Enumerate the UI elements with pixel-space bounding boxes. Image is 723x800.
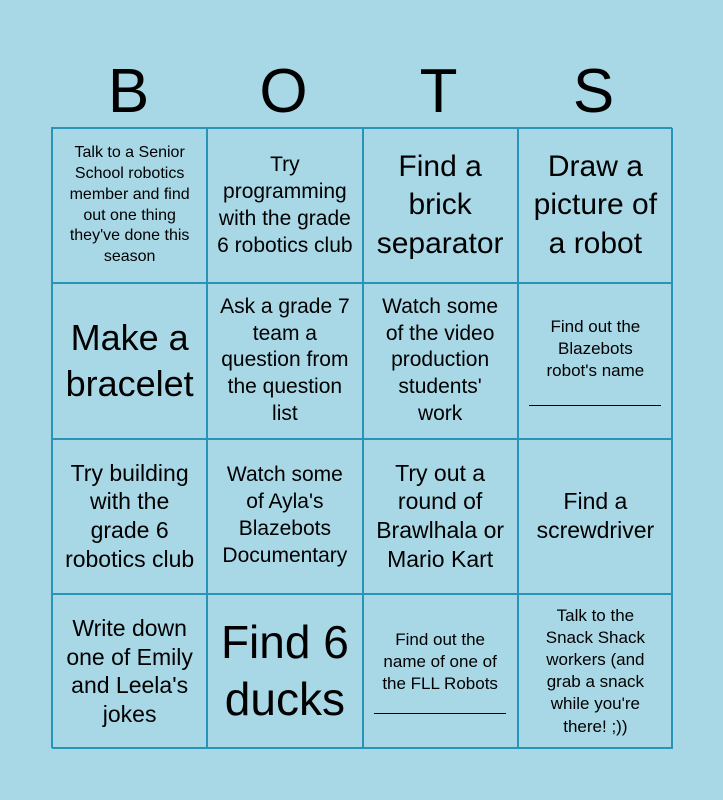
- cell-text: Talk to a Senior School robotics member and find out one thing they've done this season: [69, 144, 190, 266]
- header-letter-t: T: [419, 57, 458, 126]
- bingo-cell-4-2[interactable]: [207, 594, 362, 749]
- cell-text: Ask a grade 7 team a question from the question list: [220, 294, 350, 426]
- cell-text: Watch some of Ayla's Blazebots Documentary: [222, 463, 348, 567]
- cell-text: Find 6 ducks: [220, 615, 349, 726]
- bingo-cell-1-1[interactable]: [52, 128, 207, 283]
- bingo-cell-2-4[interactable]: [518, 283, 673, 438]
- bingo-cell-3-3[interactable]: [363, 439, 518, 594]
- header-letter-s: S: [572, 57, 615, 126]
- bingo-cell-2-2[interactable]: [207, 283, 362, 438]
- bingo-cell-3-2[interactable]: [207, 439, 362, 594]
- bingo-cell-2-1[interactable]: [52, 283, 207, 438]
- header-letter-o: O: [259, 57, 308, 126]
- cell-text: Try programming with the grade 6 robotics club: [217, 152, 353, 257]
- cell-text: Talk to the Snack Shack workers (and grab a snack while you're there! ;)): [545, 606, 645, 736]
- bingo-cell-3-1[interactable]: [52, 439, 207, 594]
- bingo-cell-1-4[interactable]: [518, 128, 673, 283]
- bingo-cell-4-1[interactable]: [52, 594, 207, 749]
- cell-text: Find out the Blazebots robot's name: [546, 317, 645, 381]
- bingo-cell-1-2[interactable]: [207, 128, 362, 283]
- bingo-header: [51, 58, 671, 126]
- cell-text: Find out the name of one of the FLL Robots: [382, 629, 498, 693]
- bingo-cell-3-4[interactable]: [518, 439, 673, 594]
- bingo-cell-4-4[interactable]: [518, 594, 673, 749]
- cell-text: Find a brick separator: [376, 150, 504, 260]
- cell-text: Find a screwdriver: [536, 488, 655, 544]
- cell-text: Draw a picture of a robot: [533, 150, 658, 260]
- cell-text: Make a bracelet: [65, 316, 194, 404]
- cell-text: Try out a round of Brawlhala or Mario Kart: [376, 459, 505, 572]
- cell-text: Write down one of Emily and Leela's jokes: [66, 614, 193, 728]
- answer-blank-line[interactable]: [529, 405, 661, 406]
- bingo-cell-1-3[interactable]: [363, 128, 518, 283]
- header-letter-b: B: [107, 57, 150, 126]
- cell-text: Watch some of the video production students' work: [382, 294, 499, 426]
- bingo-cell-4-3[interactable]: [363, 594, 518, 749]
- cell-text: Try building with the grade 6 robotics club: [65, 459, 195, 572]
- answer-blank-line[interactable]: [374, 713, 506, 714]
- bingo-board: [51, 127, 672, 748]
- bingo-cell-2-3[interactable]: [363, 283, 518, 438]
